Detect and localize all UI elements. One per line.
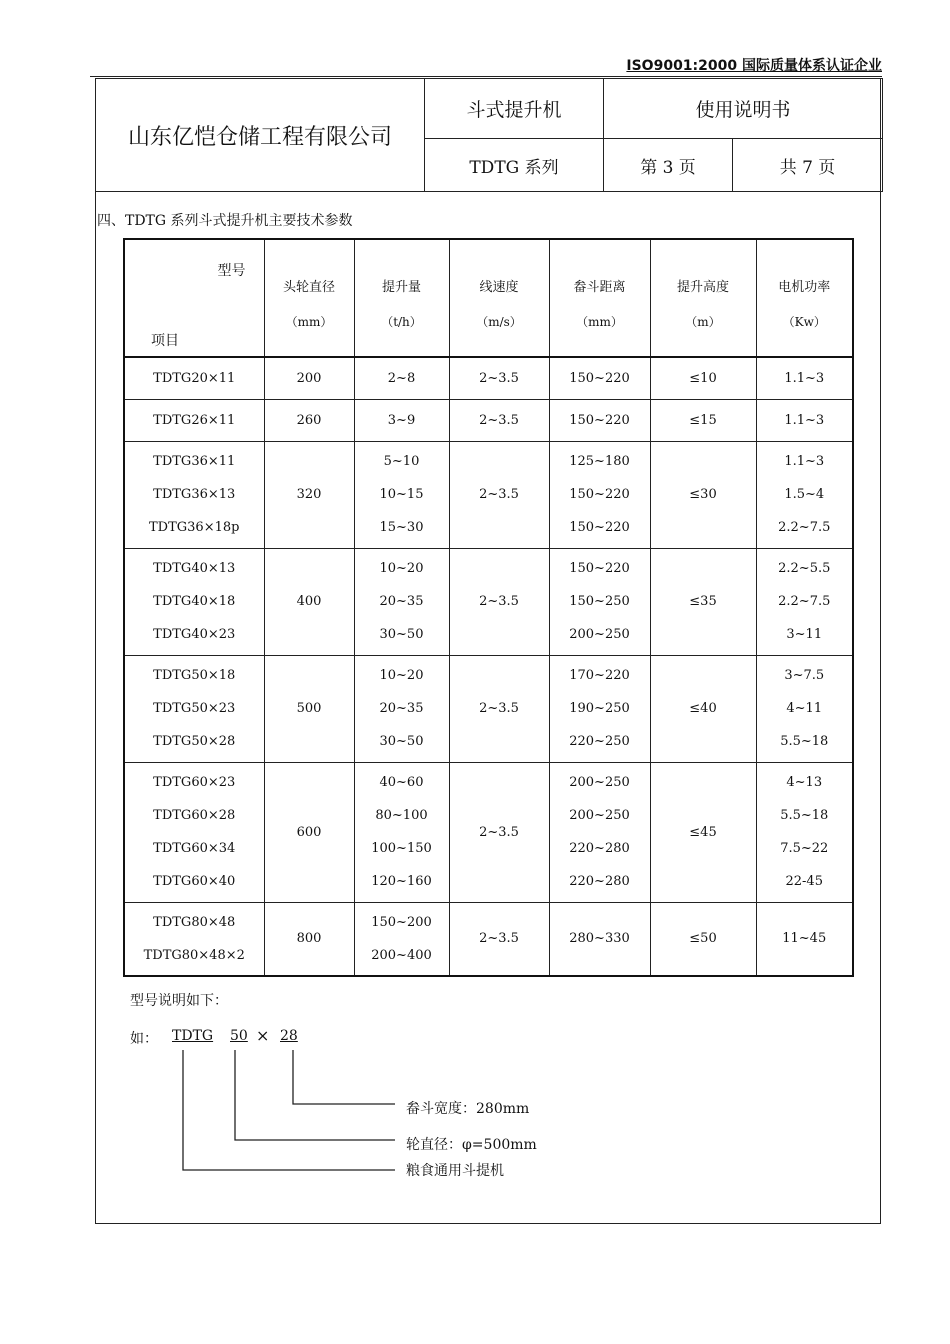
table-cell-capacity: 2~8 bbox=[354, 357, 449, 399]
column-header: 提升量 （t/h） bbox=[354, 239, 449, 357]
table-cell-speed: 2~3.5 bbox=[449, 399, 549, 441]
table-cell-distance: 150~220 150~250 200~250 bbox=[549, 548, 650, 655]
table-cell-power: 3~7.5 4~11 5.5~18 bbox=[756, 655, 853, 762]
example-part-width: 28 bbox=[280, 1028, 298, 1044]
table-cell-diameter: 800 bbox=[264, 902, 354, 976]
table-cell-diameter: 500 bbox=[264, 655, 354, 762]
table-cell-power: 1.1~3 1.5~4 2.2~7.5 bbox=[756, 441, 853, 548]
table-cell-capacity: 150~200 200~400 bbox=[354, 902, 449, 976]
table-cell-height: ≤40 bbox=[650, 655, 756, 762]
column-header: 畚斗距离 （mm） bbox=[549, 239, 650, 357]
table-cell-distance: 280~330 bbox=[549, 902, 650, 976]
iso-certification: ISO9001:2000 国际质量体系认证企业 bbox=[626, 58, 882, 74]
table-cell-power: 4~13 5.5~18 7.5~22 22-45 bbox=[756, 762, 853, 902]
table-cell-height: ≤15 bbox=[650, 399, 756, 441]
table-cell-speed: 2~3.5 bbox=[449, 357, 549, 399]
company-name: 山东亿恺仓储工程有限公司 bbox=[96, 79, 425, 192]
table-cell-model: TDTG20×11 bbox=[124, 357, 264, 399]
table-cell-model: TDTG36×11 TDTG36×13 TDTG36×18p bbox=[124, 441, 264, 548]
table-cell-capacity: 10~20 20~35 30~50 bbox=[354, 655, 449, 762]
table-cell-speed: 2~3.5 bbox=[449, 902, 549, 976]
table-cell-model: TDTG50×18 TDTG50×23 TDTG50×28 bbox=[124, 655, 264, 762]
table-cell-capacity: 10~20 20~35 30~50 bbox=[354, 548, 449, 655]
table-cell-power: 1.1~3 bbox=[756, 399, 853, 441]
table-cell-speed: 2~3.5 bbox=[449, 762, 549, 902]
table-cell-distance: 150~220 bbox=[549, 399, 650, 441]
table-cell-diameter: 260 bbox=[264, 399, 354, 441]
page-total: 共 7 页 bbox=[733, 139, 883, 192]
diameter-leader-line bbox=[235, 1050, 395, 1140]
table-cell-height: ≤10 bbox=[650, 357, 756, 399]
label-bucket-width: 畚斗宽度：280mm bbox=[406, 1101, 530, 1117]
table-cell-diameter: 400 bbox=[264, 548, 354, 655]
table-cell-diameter: 600 bbox=[264, 762, 354, 902]
document-type: 使用说明书 bbox=[604, 79, 883, 139]
table-cell-power: 1.1~3 bbox=[756, 357, 853, 399]
table-cell-model: TDTG26×11 bbox=[124, 399, 264, 441]
table-cell-diameter: 320 bbox=[264, 441, 354, 548]
table-cell-distance: 170~220 190~250 220~250 bbox=[549, 655, 650, 762]
table-cell-power: 2.2~5.5 2.2~7.5 3~11 bbox=[756, 548, 853, 655]
table-cell-distance: 125~180 150~220 150~220 bbox=[549, 441, 650, 548]
label-elevator-type: 粮食通用斗提机 bbox=[406, 1163, 504, 1179]
example-part-diameter: 50 bbox=[230, 1028, 248, 1044]
type-leader-line bbox=[183, 1050, 395, 1170]
model-explain-title: 型号说明如下： bbox=[130, 993, 228, 1009]
column-header: 提升高度 （m） bbox=[650, 239, 756, 357]
table-cell-capacity: 40~60 80~100 100~150 120~160 bbox=[354, 762, 449, 902]
table-cell-distance: 150~220 bbox=[549, 357, 650, 399]
table-cell-height: ≤30 bbox=[650, 441, 756, 548]
label-wheel-diameter: 轮直径：φ=500mm bbox=[406, 1137, 537, 1153]
table-cell-model: TDTG60×23 TDTG60×28 TDTG60×34 TDTG60×40 bbox=[124, 762, 264, 902]
table-cell-model: TDTG40×13 TDTG40×18 TDTG40×23 bbox=[124, 548, 264, 655]
table-cell-height: ≤50 bbox=[650, 902, 756, 976]
width-leader-line bbox=[293, 1050, 395, 1104]
table-cell-height: ≤35 bbox=[650, 548, 756, 655]
header-item: 项目 bbox=[151, 333, 179, 349]
product-name: 斗式提升机 bbox=[425, 79, 604, 139]
example-part-type: TDTG bbox=[172, 1028, 214, 1044]
table-cell-capacity: 5~10 10~15 15~30 bbox=[354, 441, 449, 548]
table-cell-speed: 2~3.5 bbox=[449, 441, 549, 548]
table-cell-diameter: 200 bbox=[264, 357, 354, 399]
column-header: 电机功率 （Kw） bbox=[756, 239, 853, 357]
example-prefix: 如： bbox=[130, 1031, 158, 1047]
table-cell-capacity: 3~9 bbox=[354, 399, 449, 441]
series-name: TDTG 系列 bbox=[425, 139, 604, 192]
table-cell-speed: 2~3.5 bbox=[449, 655, 549, 762]
header-model: 型号 bbox=[217, 263, 246, 279]
column-header: 线速度 （m/s） bbox=[449, 239, 549, 357]
column-header: 头轮直径 （mm） bbox=[264, 239, 354, 357]
table-cell-height: ≤45 bbox=[650, 762, 756, 902]
table-cell-model: TDTG80×48 TDTG80×48×2 bbox=[124, 902, 264, 976]
table-cell-speed: 2~3.5 bbox=[449, 548, 549, 655]
page-number: 第 3 页 bbox=[604, 139, 733, 192]
table-cell-power: 11~45 bbox=[756, 902, 853, 976]
table-cell-distance: 200~250 200~250 220~280 220~280 bbox=[549, 762, 650, 902]
section-title: 四、TDTG 系列斗式提升机主要技术参数 bbox=[97, 213, 353, 229]
example-times: × bbox=[256, 1026, 270, 1045]
